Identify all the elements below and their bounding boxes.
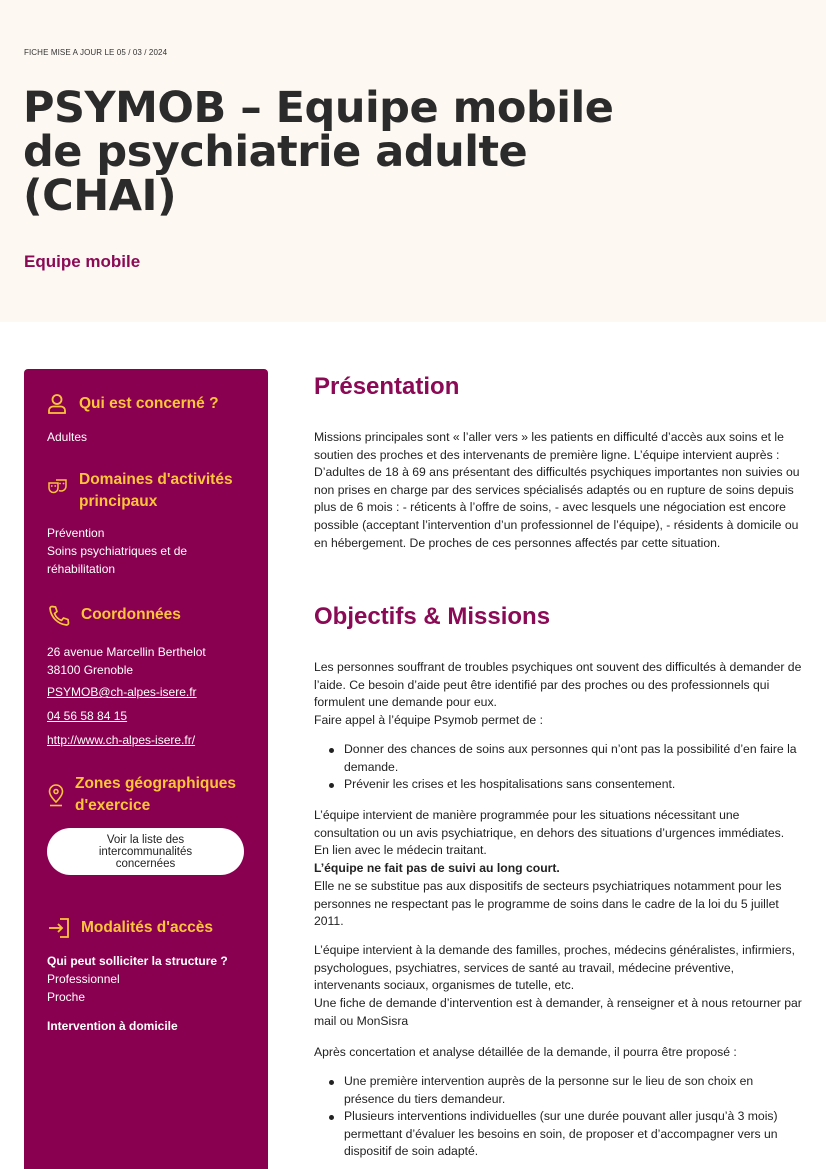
page-subtitle: Equipe mobile	[24, 252, 141, 271]
requester-item: Professionnel	[47, 972, 120, 986]
substitution-note: Elle ne se substitue pas aux dispositifs de secteurs psychiatriques notamment pour les personnes ne respectant pas le programme de soins dans le cadre de la loi du 5 juillet 2011.	[314, 879, 782, 929]
requesters-paragraph: L’équipe intervient à la demande des familles, proches, médecins généralistes, infirmiers, psychologues, psychiatres, services de santé au travail, médecine préventive, intervenants sociaux, organismes de tutelle, etc.	[314, 943, 795, 993]
list-item: Une première intervention auprès de la personne sur le lieu de son choix en présence du tiers demandeur.	[314, 1073, 802, 1108]
requester-item: Proche	[47, 990, 86, 1004]
home-intervention: Intervention à domicile	[47, 1019, 178, 1033]
intervention-paragraph: L’équipe intervient de manière programmée pour les situations nécessitant une consultation ou un avis psychiatrique, en dehors des situations d’urgences immédiates. En lien avec le médecin traitant.	[314, 808, 785, 858]
phone-icon	[47, 604, 71, 628]
zones-heading	[47, 773, 257, 817]
email-link[interactable]: PSYMOB@ch-alpes-isere.fr	[47, 685, 197, 699]
contact-heading	[47, 604, 181, 628]
proposal-intro: Après concertation et analyse détaillée de la demande, il pourra être proposé :	[314, 1045, 737, 1059]
objectives-heading: Objectifs & Missions	[314, 603, 551, 630]
domains-title: Domaines d'activités principaux	[79, 471, 233, 510]
list-item: Prévenir les crises et les hospitalisations sans consentement.	[314, 776, 802, 794]
domain-item: Soins psychiatriques et de réhabilitation	[47, 544, 188, 576]
request-form-note: Une fiche de demande d’intervention est à demander, à renseigner et à nous retourner par mail ou MonSisra	[314, 996, 802, 1028]
phone-link[interactable]: 04 56 58 84 15	[47, 709, 128, 723]
location-pin-icon	[47, 783, 65, 807]
requester-label: Qui peut solliciter la structure ?	[47, 954, 228, 968]
concerned-heading	[47, 393, 219, 415]
presentation-heading: Présentation	[314, 373, 460, 400]
contact-title: Coordonnées	[81, 606, 181, 623]
address-line-1: 26 avenue Marcellin Berthelot	[47, 645, 206, 659]
access-title: Modalités d'accès	[81, 919, 214, 936]
domain-item: Prévention	[47, 526, 105, 540]
page-header	[0, 0, 826, 322]
access-heading	[47, 917, 213, 939]
website-link[interactable]: http://www.ch-alpes-isere.fr/	[47, 733, 196, 747]
proposals-list	[314, 1073, 802, 1161]
address-line-2: 38100 Grenoble	[47, 663, 134, 677]
objectives-intro: Les personnes souffrant de troubles psychiques ont souvent des difficultés à demander de l’aide. Ce besoin d’aide peut être identifié par des proches ou des professionnels qui formulent une demande pour eux.	[314, 660, 802, 710]
update-date: FICHE MISE A JOUR LE 05 / 03 / 2024	[24, 48, 168, 57]
benefits-list	[314, 741, 802, 794]
concerned-value: Adultes	[47, 430, 88, 444]
presentation-text: Missions principales sont « l’aller vers » les patients en difficulté d’accès aux soins et le soutien des proches et des intervenants de première ligne. L’équipe intervient auprès : D’adultes de 18 à 69 ans présentant des difficultés psychiques importantes non suivies ou non prises en charge par des services spécialisés adaptés ou en rupture de soins depuis plus de 6 mois : - réticents à l’offre de soins, - avec lesquels une négociation est encore possible (acceptant l’intervention d’un professionnel de l’équipe), - résidents à domicile ou en hébergement. De proches de ces personnes affectés par cette situation.	[314, 430, 800, 550]
domains-heading	[47, 469, 257, 513]
zones-title: Zones géographiques d'exercice	[75, 775, 237, 814]
list-item: Plusieurs interventions individuelles (sur une durée pouvant aller jusqu’à 3 mois) permettant d’évaluer les besoins en soin, de proposer et d’accompagner vers un dispositif de soin adapté.	[314, 1108, 802, 1161]
page-title: PSYMOB – Equipe mobile de psychiatrie adulte (CHAI)	[23, 83, 614, 221]
list-item: Donner des chances de soins aux personnes qui n’ont pas la possibilité d’en faire la demande.	[314, 741, 802, 776]
info-sidebar	[24, 369, 268, 1169]
objectives-call: Faire appel à l’équipe Psymob permet de :	[314, 713, 543, 727]
sign-in-icon	[47, 917, 71, 939]
no-long-term-note: L’équipe ne fait pas de suivi au long court.	[314, 861, 560, 875]
view-intercommunalities-button[interactable]: Voir la liste des intercommunalités concernées	[47, 828, 244, 875]
user-icon	[47, 393, 67, 415]
concerned-title: Qui est concerné ?	[79, 395, 219, 412]
theater-masks-icon	[47, 477, 69, 499]
